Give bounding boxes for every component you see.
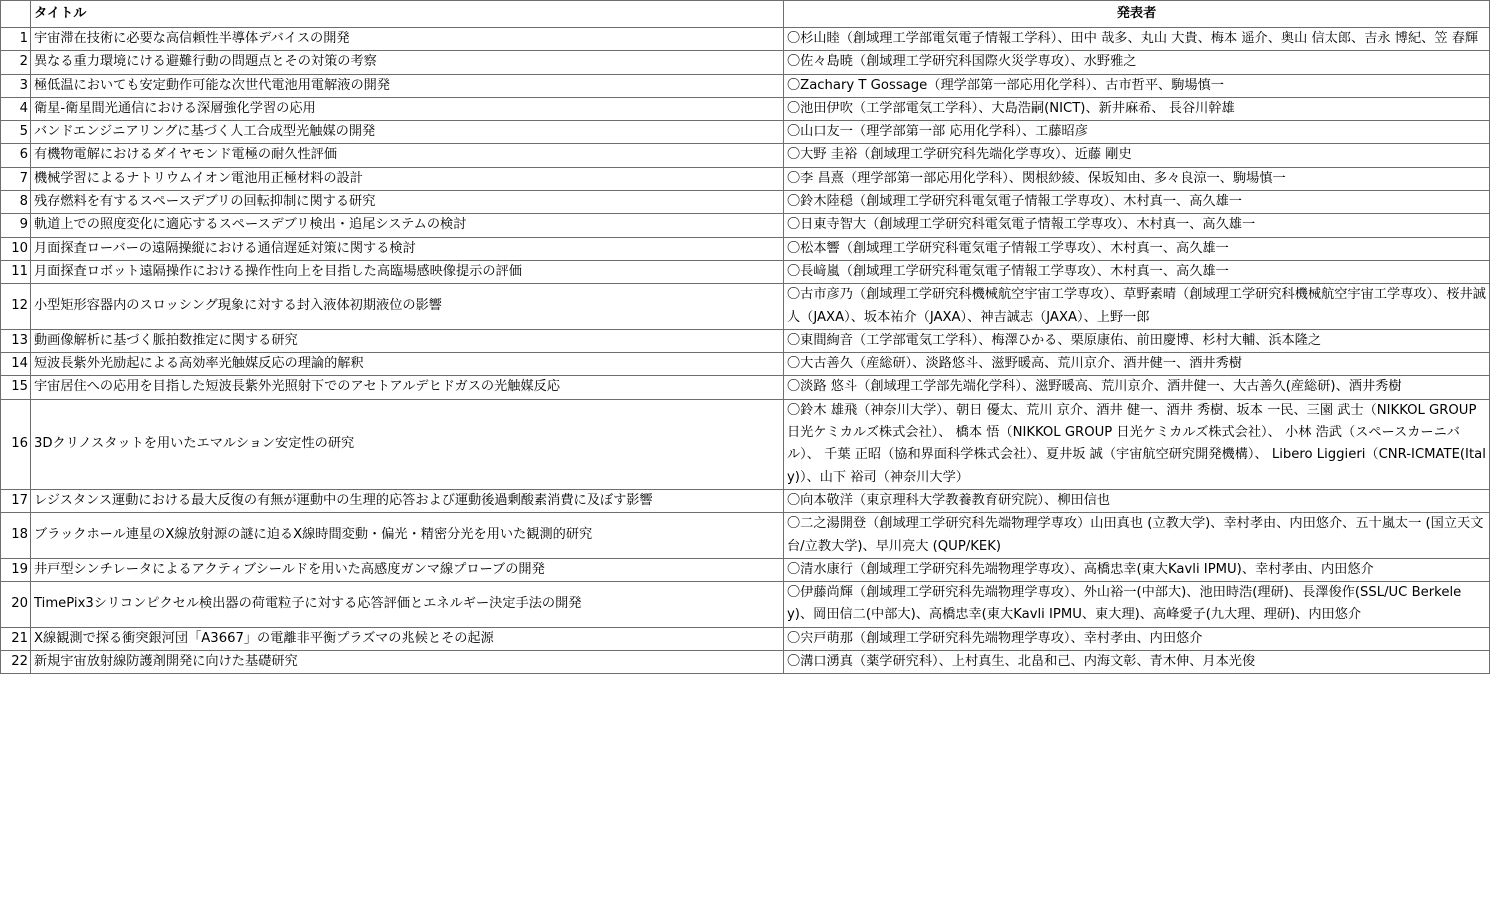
- row-number: 16: [1, 399, 31, 489]
- row-number: 19: [1, 558, 31, 581]
- row-title: 動画像解析に基づく脈拍数推定に関する研究: [31, 329, 784, 352]
- table-row: [1, 399, 1490, 489]
- row-title: 異なる重力環境にける避難行動の問題点とその対策の考察: [31, 51, 784, 74]
- row-title: X線観測で探る衝突銀河団「A3667」の電離非平衡プラズマの兆候とその起源: [31, 627, 784, 650]
- row-presenters: 〇日東寺智大（創域理工学研究科電気電子情報工学専攻）、木村真一、高久雄一: [784, 214, 1490, 237]
- table-row: [1, 627, 1490, 650]
- row-title: TimePix3シリコンピクセル検出器の荷電粒子に対する応答評価とエネルギー決定手法の開発: [31, 582, 784, 628]
- row-number: 21: [1, 627, 31, 650]
- row-number: 20: [1, 582, 31, 628]
- row-presenters: 〇大古善久（産総研）、淡路悠斗、滋野暖高、荒川京介、酒井健一、酒井秀樹: [784, 353, 1490, 376]
- row-number: 3: [1, 74, 31, 97]
- table-row: [1, 144, 1490, 167]
- row-number: 11: [1, 260, 31, 283]
- table-row: [1, 329, 1490, 352]
- row-title: 短波長紫外光励起による高効率光触媒反応の理論的解釈: [31, 353, 784, 376]
- row-title: 月面探査ローバーの遠隔操縦における通信遅延対策に関する検討: [31, 237, 784, 260]
- row-number: 18: [1, 513, 31, 559]
- row-presenters: 〇東間絢音（工学部電気工学科）、梅澤ひかる、栗原康佑、前田慶博、杉村大輔、浜本隆之: [784, 329, 1490, 352]
- row-presenters: 〇山口友一（理学部第一部 応用化学科）、工藤昭彦: [784, 121, 1490, 144]
- table-row: [1, 651, 1490, 674]
- table-row: [1, 214, 1490, 237]
- row-presenters: 〇鈴木陸穏（創域理工学研究科電気電子情報工学専攻）、木村真一、高久雄一: [784, 191, 1490, 214]
- table-row: [1, 51, 1490, 74]
- row-presenters: 〇古市彦乃（創域理工学研究科機械航空宇宙工学専攻）、草野素晴（創域理工学研究科機械航空宇宙工学専攻）、桜井誠人（JAXA）、坂本祐介（JAXA）、神吉誠志（JAXA）、上野一郎: [784, 284, 1490, 330]
- row-title: バンドエンジニアリングに基づく人工合成型光触媒の開発: [31, 121, 784, 144]
- table-row: [1, 558, 1490, 581]
- row-title: 宇宙滞在技術に必要な高信頼性半導体デバイスの開発: [31, 28, 784, 51]
- row-title: 軌道上での照度変化に適応するスペースデブリ検出・追尾システムの検討: [31, 214, 784, 237]
- table-row: [1, 97, 1490, 120]
- table-row: [1, 28, 1490, 51]
- row-number: 9: [1, 214, 31, 237]
- row-presenters: 〇宍戸萌那（創域理工学研究科先端物理学専攻）、幸村孝由、内田悠介: [784, 627, 1490, 650]
- row-presenters: 〇李 昌熹（理学部第一部応用化学科）、関根紗綾、保坂知由、多々良涼一、駒場慎一: [784, 167, 1490, 190]
- row-title: 残存燃料を有するスペースデブリの回転抑制に関する研究: [31, 191, 784, 214]
- row-number: 5: [1, 121, 31, 144]
- table-row: [1, 582, 1490, 628]
- row-title: 極低温においても安定動作可能な次世代電池用電解液の開発: [31, 74, 784, 97]
- row-number: 22: [1, 651, 31, 674]
- table-body: [1, 28, 1490, 674]
- table-row: [1, 376, 1490, 399]
- row-number: 8: [1, 191, 31, 214]
- table-row: [1, 237, 1490, 260]
- row-presenters: 〇池田伊吹（工学部電気工学科）、大島浩嗣(NICT)、新井麻希、 長谷川幹雄: [784, 97, 1490, 120]
- table-row: [1, 260, 1490, 283]
- row-number: 6: [1, 144, 31, 167]
- row-title: 宇宙居住への応用を目指した短波長紫外光照射下でのアセトアルデヒドガスの光触媒反応: [31, 376, 784, 399]
- table-row: [1, 74, 1490, 97]
- row-number: 12: [1, 284, 31, 330]
- row-title: 有機物電解におけるダイヤモンド電極の耐久性評価: [31, 144, 784, 167]
- row-presenters: 〇伊藤尚輝（創域理工学研究科先端物理学専攻）、外山裕一(中部大)、池田時浩(理研)、長澤俊作(SSL/UC Berkeley)、岡田信二(中部大)、高橋忠幸(東大Kavli IPMU、東大理)、高峰愛子(九大理、理研)、内田悠介: [784, 582, 1490, 628]
- table-row: [1, 353, 1490, 376]
- row-title: 小型矩形容器内のスロッシング現象に対する封入液体初期液位の影響: [31, 284, 784, 330]
- row-title: レジスタンス運動における最大反復の有無が運動中の生理的応答および運動後過剰酸素消費に及ぼす影響: [31, 489, 784, 512]
- row-number: 2: [1, 51, 31, 74]
- row-number: 17: [1, 489, 31, 512]
- row-number: 13: [1, 329, 31, 352]
- table-row: [1, 191, 1490, 214]
- row-number: 7: [1, 167, 31, 190]
- row-title: 3Dクリノスタットを用いたエマルション安定性の研究: [31, 399, 784, 489]
- row-presenters: 〇溝口湧真（薬学研究科）、上村真生、北畠和己、内海文彰、青木伸、月本光俊: [784, 651, 1490, 674]
- header-row: [1, 1, 1490, 28]
- row-presenters: 〇清水康行（創域理工学研究科先端物理学専攻）、高橋忠幸(東大Kavli IPMU)、幸村孝由、内田悠介: [784, 558, 1490, 581]
- row-title: 月面探査ロボット遠隔操作における操作性向上を目指した高臨場感映像提示の評価: [31, 260, 784, 283]
- table-row: [1, 513, 1490, 559]
- row-presenters: 〇向本敬洋（東京理科大学教養教育研究院）、柳田信也: [784, 489, 1490, 512]
- row-presenters: 〇大野 圭裕（創域理工学研究科先端化学専攻）、近藤 剛史: [784, 144, 1490, 167]
- row-presenters: 〇二之湯開登（創域理工学研究科先端物理学専攻）山田真也 (立教大学)、幸村孝由、内田悠介、五十嵐太一 (国立天文台/立教大学)、早川亮大 (QUP/KEK): [784, 513, 1490, 559]
- row-title: 機械学習によるナトリウムイオン電池用正極材料の設計: [31, 167, 784, 190]
- row-presenters: 〇松本響（創域理工学研究科電気電子情報工学専攻）、木村真一、高久雄一: [784, 237, 1490, 260]
- row-number: 14: [1, 353, 31, 376]
- row-presenters: 〇鈴木 雄飛（神奈川大学）、朝日 優太、荒川 京介、酒井 健一、酒井 秀樹、坂本 一民、三園 武士（NIKKOL GROUP 日光ケミカルズ株式会社）、 橋本 悟（NIKKOL GROUP 日光ケミカルズ株式会社）、 小林 浩武（スペースカーニバル）、 千葉 正昭（協和界面科学株式会社）、夏井坂 誠（宇宙航空研究開発機構）、 Libero Liggieri（CNR-ICMATE(Italy)）、山下 裕司（神奈川大学）: [784, 399, 1490, 489]
- row-title: 新規宇宙放射線防護剤開発に向けた基礎研究: [31, 651, 784, 674]
- row-presenters: 〇Zachary T Gossage（理学部第一部応用化学科）、古市哲平、駒場慎一: [784, 74, 1490, 97]
- header-presenters: 発表者: [784, 1, 1490, 28]
- row-number: 1: [1, 28, 31, 51]
- row-title: 衛星-衛星間光通信における深層強化学習の応用: [31, 97, 784, 120]
- table-row: [1, 167, 1490, 190]
- table-row: [1, 121, 1490, 144]
- table-row: [1, 489, 1490, 512]
- row-title: ブラックホール連星のX線放射源の謎に迫るX線時間変動・偏光・精密分光を用いた観測的研究: [31, 513, 784, 559]
- row-presenters: 〇杉山睦（創域理工学部電気電子情報工学科）、田中 哉多、丸山 大貴、梅本 遥介、奥山 信太郎、吉永 博紀、笠 春輝: [784, 28, 1490, 51]
- row-title: 井戸型シンチレータによるアクティブシールドを用いた高感度ガンマ線プローブの開発: [31, 558, 784, 581]
- header-title: タイトル: [31, 1, 784, 28]
- row-presenters: 〇淡路 悠斗（創域理工学部先端化学科）、滋野暖高、荒川京介、酒井健一、大古善久(産総研)、酒井秀樹: [784, 376, 1490, 399]
- header-number: [1, 1, 31, 28]
- row-number: 10: [1, 237, 31, 260]
- row-number: 4: [1, 97, 31, 120]
- row-presenters: 〇長﨑嵐（創域理工学研究科電気電子情報工学専攻）、木村真一、高久雄一: [784, 260, 1490, 283]
- table-row: [1, 284, 1490, 330]
- row-presenters: 〇佐々島暁（創域理工学研究科国際火災学専攻）、水野雅之: [784, 51, 1490, 74]
- row-number: 15: [1, 376, 31, 399]
